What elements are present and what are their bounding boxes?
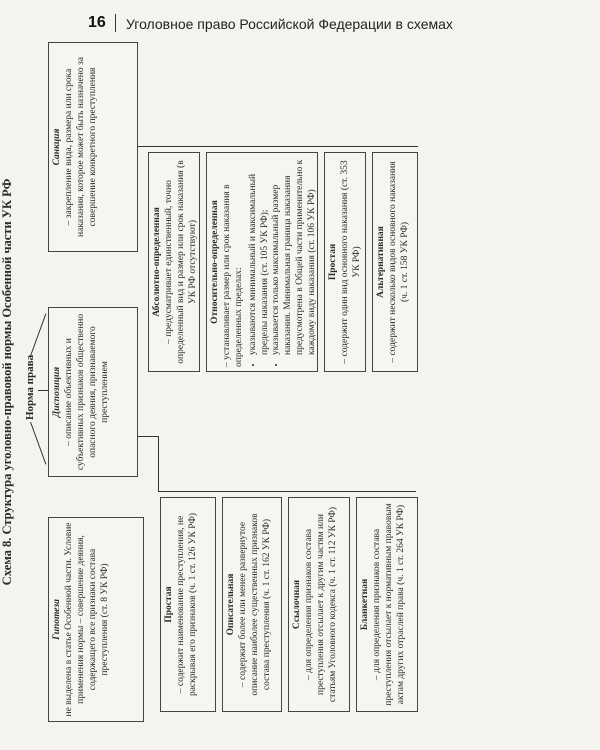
schema-title: Схема 8. Структура уголовно-правовой нормы Особенной части УК РФ — [0, 178, 14, 586]
page-number: 16 — [88, 14, 106, 31]
connector-line — [38, 390, 48, 391]
rotated-schema — [0, 42, 420, 722]
disposition-type-title: Ссылочная — [292, 579, 302, 630]
sanction-type-title: Альтернативная — [376, 226, 386, 298]
sanction-type-alternative — [372, 152, 418, 372]
disposition-type-title: Простая — [164, 586, 174, 623]
sanction-text: – закрепление вида, размера или срока наказания, которое может быть назначено за совершение конкретного преступления — [63, 57, 98, 237]
hypothesis-text: не выделена в статье Особенной части. Условие применения нормы – совершение деяния, содержащего все признаки состава преступления (ст. 8 УК РФ) — [63, 522, 110, 717]
disposition-type-text: – для определения признаков состава преступления отсылает к нормативным правовым актам других отраслей права (ч. 1 ст. 264 УК РФ) — [371, 503, 406, 706]
sanction-type-text: – устанавливает размер или срок наказания в определенных пределах: — [221, 184, 244, 367]
norma-label: Норма права — [24, 354, 36, 420]
connector-line — [158, 491, 416, 492]
running-title: Уголовное право Российской Федерации в схемах — [126, 16, 453, 32]
page-header — [0, 0, 600, 40]
sanction-type-simple — [324, 152, 366, 372]
connector-line — [158, 436, 159, 492]
sanction-type-title: Простая — [328, 243, 338, 281]
disposition-type-reference — [288, 497, 350, 712]
disposition-type-title: Описательная — [226, 573, 236, 636]
disposition-box — [48, 307, 138, 477]
connector-line — [30, 314, 46, 357]
disposition-type-text: – содержит наименование преступления, не раскрывая его признаков (ч. 1 ст. 126 УК РФ) — [175, 512, 198, 697]
disposition-text: – описание объективных и субъективных признаков общественно опасного деяния, признаваемого преступлением — [63, 313, 110, 471]
connector-line — [30, 422, 46, 465]
disposition-type-text: – содержит более или менее развернутое описание наиболее существенных признаков состава преступления (ч. 1 ст. 162 УК РФ) — [237, 513, 272, 696]
header-divider — [115, 14, 116, 32]
hypothesis-title: Гипотеза — [52, 599, 62, 640]
disposition-type-descriptive — [222, 497, 282, 712]
sanction-bullets — [248, 157, 319, 367]
connector-line — [138, 436, 158, 437]
hypothesis-box — [48, 517, 144, 722]
sanction-type-relative — [206, 152, 318, 372]
disposition-title: Диспозиция — [52, 366, 62, 418]
sanction-title: Санкция — [52, 128, 62, 166]
sanction-type-title: Абсолютно-определенная — [152, 207, 162, 317]
sanction-bullet: • указывается только максимальный размер наказания. Минимальная граница наказания предусмотрена в Общей части применительно к каждому виду наказания (ст. 106 УК РФ) — [271, 157, 319, 355]
sanction-box — [48, 42, 138, 252]
sanction-type-text: – содержит один вид основного наказания (ст. 353 УК РФ) — [339, 160, 362, 364]
disposition-type-title: Бланкетная — [360, 578, 370, 631]
sanction-type-text: – предусматривает единственный, точно определенный вид и размер или срок наказания (в УК РФ отсутствуют) — [163, 160, 198, 364]
sanction-bullet: • указываются минимальный и максимальный пределы наказания (ст. 105 УК РФ); — [248, 157, 272, 355]
sanction-type-absolute — [148, 152, 200, 372]
sanction-type-title: Относительно-определенная — [210, 200, 220, 324]
disposition-type-text: – для определения признаков состава преступления отсылает к другим частям или статьям Уголовного кодекса (ч. 1 ст. 112 УК РФ) — [303, 506, 338, 703]
connector-line — [138, 146, 418, 147]
disposition-type-blanket — [356, 497, 418, 712]
disposition-type-simple — [160, 497, 216, 712]
sanction-type-text: – содержит несколько видов основного наказания (ч. 1 ст. 158 УК РФ) — [387, 161, 410, 363]
